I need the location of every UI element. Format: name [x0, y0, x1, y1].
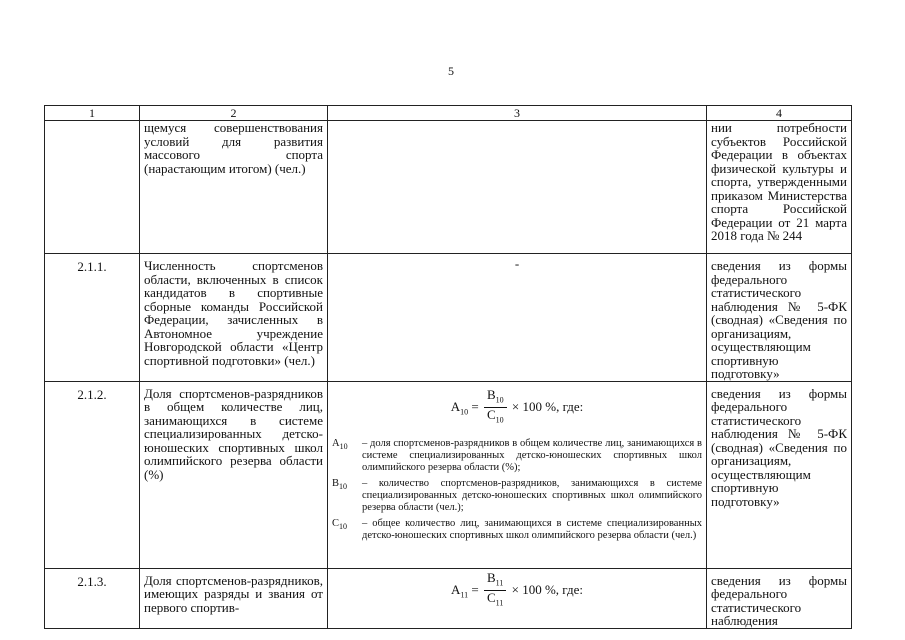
- formula-a10: $A_{10}$ = $\frac{B_{10}}{C_{10}}$ × 100 %, где:: [332, 388, 702, 428]
- fraction: $\frac{B_{11}}{C_{11}}$: [484, 571, 506, 611]
- header-col-2: 2: [140, 106, 328, 121]
- table-row: [45, 254, 852, 382]
- row-description: Доля спортсменов-разрядников, имеющих разряды и звания от первого спортив-: [140, 568, 328, 628]
- row-formula: [328, 254, 707, 382]
- formula-a11: $A_{11}$ = $\frac{B_{11}}{C_{11}}$ × 100 %, где:: [332, 571, 702, 611]
- definition-c10: $C_{10}$ – общее количество лиц, занимающихся в системе специализированных детско-юношеских спортивных школ олимпийского резерва области (чел.): [332, 517, 702, 541]
- row-source: нии потребности субъектов Российской Федерации в объектах физической культуры и спорта, утвержденными приказом Министерства спорта Российской Федерации от 21 марта 2018 года № 244: [707, 121, 852, 254]
- fraction: $\frac{B_{10}}{C_{10}}$: [484, 388, 507, 428]
- table-row: [45, 568, 852, 628]
- table-header-row: [45, 106, 852, 121]
- row-source: сведения из формы федерального статистического наблюдения № 5-ФК (сводная) «Сведения по организациям, осуществляющим спортивную подготовку»: [707, 254, 852, 382]
- row-description: Доля спортсменов-разрядников в общем количестве лиц, занимающихся в системе специализированных детско-юношеских спортивных школ олимпийского резерва области (%): [140, 381, 328, 568]
- row-number: [45, 121, 140, 254]
- header-col-1: 1: [45, 106, 140, 121]
- definition-b10: $B_{10}$ – количество спортсменов-разрядников, занимающихся в системе специализированных детско-юношеских спортивных школ олимпийского резерва области (чел.);: [332, 477, 702, 513]
- row-source: сведения из формы федерального статистического наблюдения: [707, 568, 852, 628]
- row-number: 2.1.3.: [45, 568, 140, 628]
- row-formula: [328, 381, 707, 568]
- formula-dash: -: [514, 256, 520, 271]
- row-source: сведения из формы федерального статистического наблюдения № 5-ФК (сводная) «Сведения по организациям, осуществляющим спортивную подготовку»: [707, 381, 852, 568]
- table-row: [45, 381, 852, 568]
- row-formula: [328, 568, 707, 628]
- header-col-3: 3: [328, 106, 707, 121]
- row-formula: [328, 121, 707, 254]
- row-description: Численность спортсменов области, включенных в список кандидатов в спортивные сборные команды Российской Федерации, зачисленных в Автономное учреждение Новгородской области «Центр спортивной подготовки» (чел.): [140, 254, 328, 382]
- header-col-4: 4: [707, 106, 852, 121]
- row-number: 2.1.1.: [45, 254, 140, 382]
- row-number: 2.1.2.: [45, 381, 140, 568]
- page-number: 5: [448, 64, 454, 78]
- table-row: [45, 121, 852, 254]
- row-description: щемуся совершенствования условий для развития массового спорта (нарастающим итогом) (чел.): [140, 121, 328, 254]
- definition-a10: $A_{10}$ – доля спортсменов-разрядников в общем количестве лиц, занимающихся в системе специализированных детско-юношеских спортивных школ олимпийского резерва области (%);: [332, 437, 702, 473]
- indicators-table: [44, 105, 852, 629]
